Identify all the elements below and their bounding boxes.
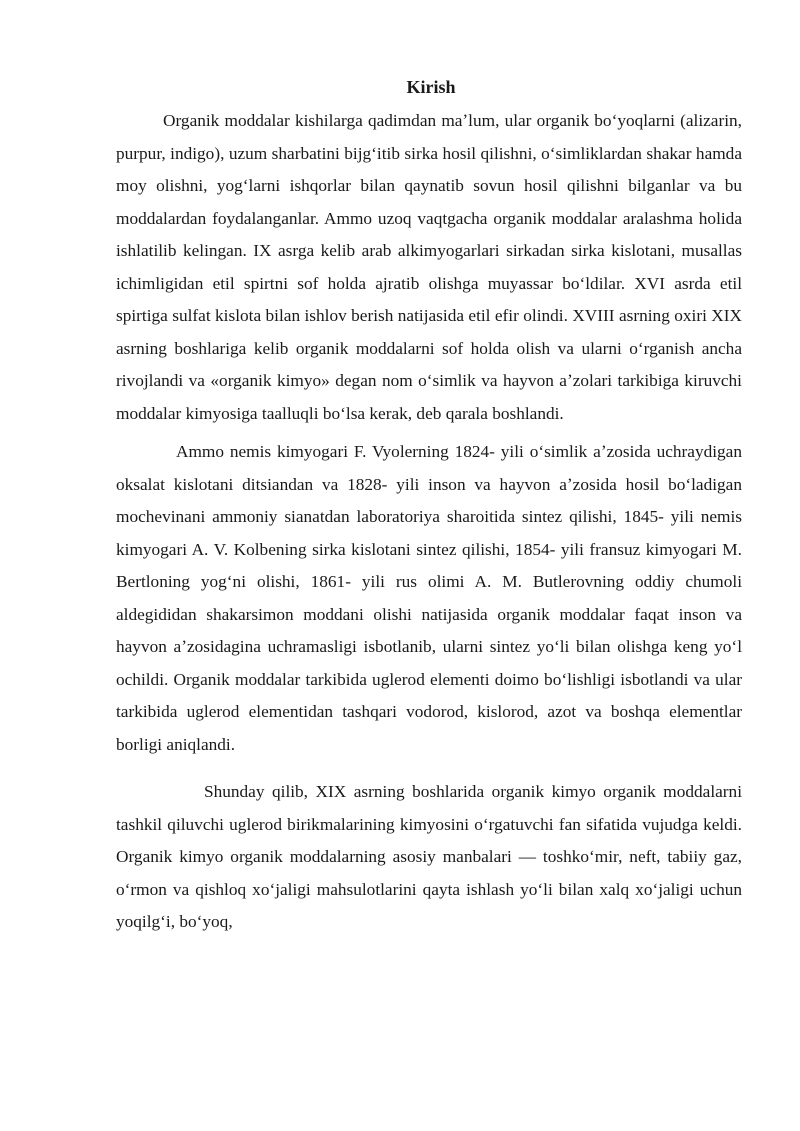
paragraph-intro: Organik moddalar kishilarga qadimdan maʼlum, ular organik boʻyoqlarni (alizarin, purpur, indigo), uzum sharbatini bijgʻitib sirka hosil qilishni, oʻsimliklardan shakar hamda moy olishni, yogʻlarni ishqorlar bilan qaynatib sovun hosil qilishni bilganlar va bu moddalardan foydalanganlar. Ammo uzoq vaqtgacha organik moddalar aralashma holida ishlatilib kelingan. IX asrga kelib arab alkimyogarlari sirkadan sirka kislotani, musallas ichimligidan etil spirtni sof holda ajratib olishga muyassar boʻldilar. XVI asrda etil spirtiga sulfat kislota bilan ishlov berish natijasida etil efir olindi. XVIII asrning oxiri XIX asrning boshlariga kelib organik moddalarni sof holda olish va ularni oʻrganish ancha rivojlandi va «organik kimyo» degan nom oʻsimlik va hayvon aʼzolari tarkibiga kiruvchi moddalar kimyosiga taalluqli boʻlsa kerak, deb qarala boshlandi. xyxy=(116,111,742,423)
paragraph-synthesis-history: Ammo nemis kimyogari F. Vyolerning 1824- yili oʻsimlik aʼzosida uchraydigan oksalat kislotani ditsiandan va 1828- yili inson va hayvon aʼzosida hosil boʻladigan mochevinani ammoniy sianatdan laboratoriya sharoitida sintez qilishi, 1845- yili nemis kimyogari A. V. Kolbening sirka kislotani sintez qilishi, 1854- yili fransuz kimyogari M. Bertloning yogʻni olishi, 1861- yili rus olimi A. M. Butlerovning oddiy chumoli aldegididan shakarsimon moddani olishi natijasida organik moddalar faqat inson va hayvon aʼzosidagina uchramasligi isbotlanib, ularni sintez yoʻli bilan olishga keng yoʻl ochildi. Organik moddalar tarkibida uglerod elementi doimo boʻlishligi isbotlandi va ular tarkibida uglerod elementidan tashqari vodorod, kislorod, azot va boshqa elementlar borligi aniqlandi. xyxy=(116,442,742,754)
paragraph-organic-chemistry-origin: Shunday qilib, XIX asrning boshlarida organik kimyo organik moddalarni tashkil qiluvchi uglerod birikmalarining kimyosini oʻrgatuvchi fan sifatida vujudga keldi. Organik kimyo organik moddalarning asosiy manbalari — toshkoʻmir, neft, tabiiy gaz, oʻrmon va qishloq xoʻjaligi mahsulotlarini qayta ishlash yoʻli bilan xalq xoʻjaligi uchun yoqilgʻi, boʻyoq, xyxy=(116,782,742,931)
document-page xyxy=(116,74,742,939)
page-title: Kirish xyxy=(406,77,456,97)
